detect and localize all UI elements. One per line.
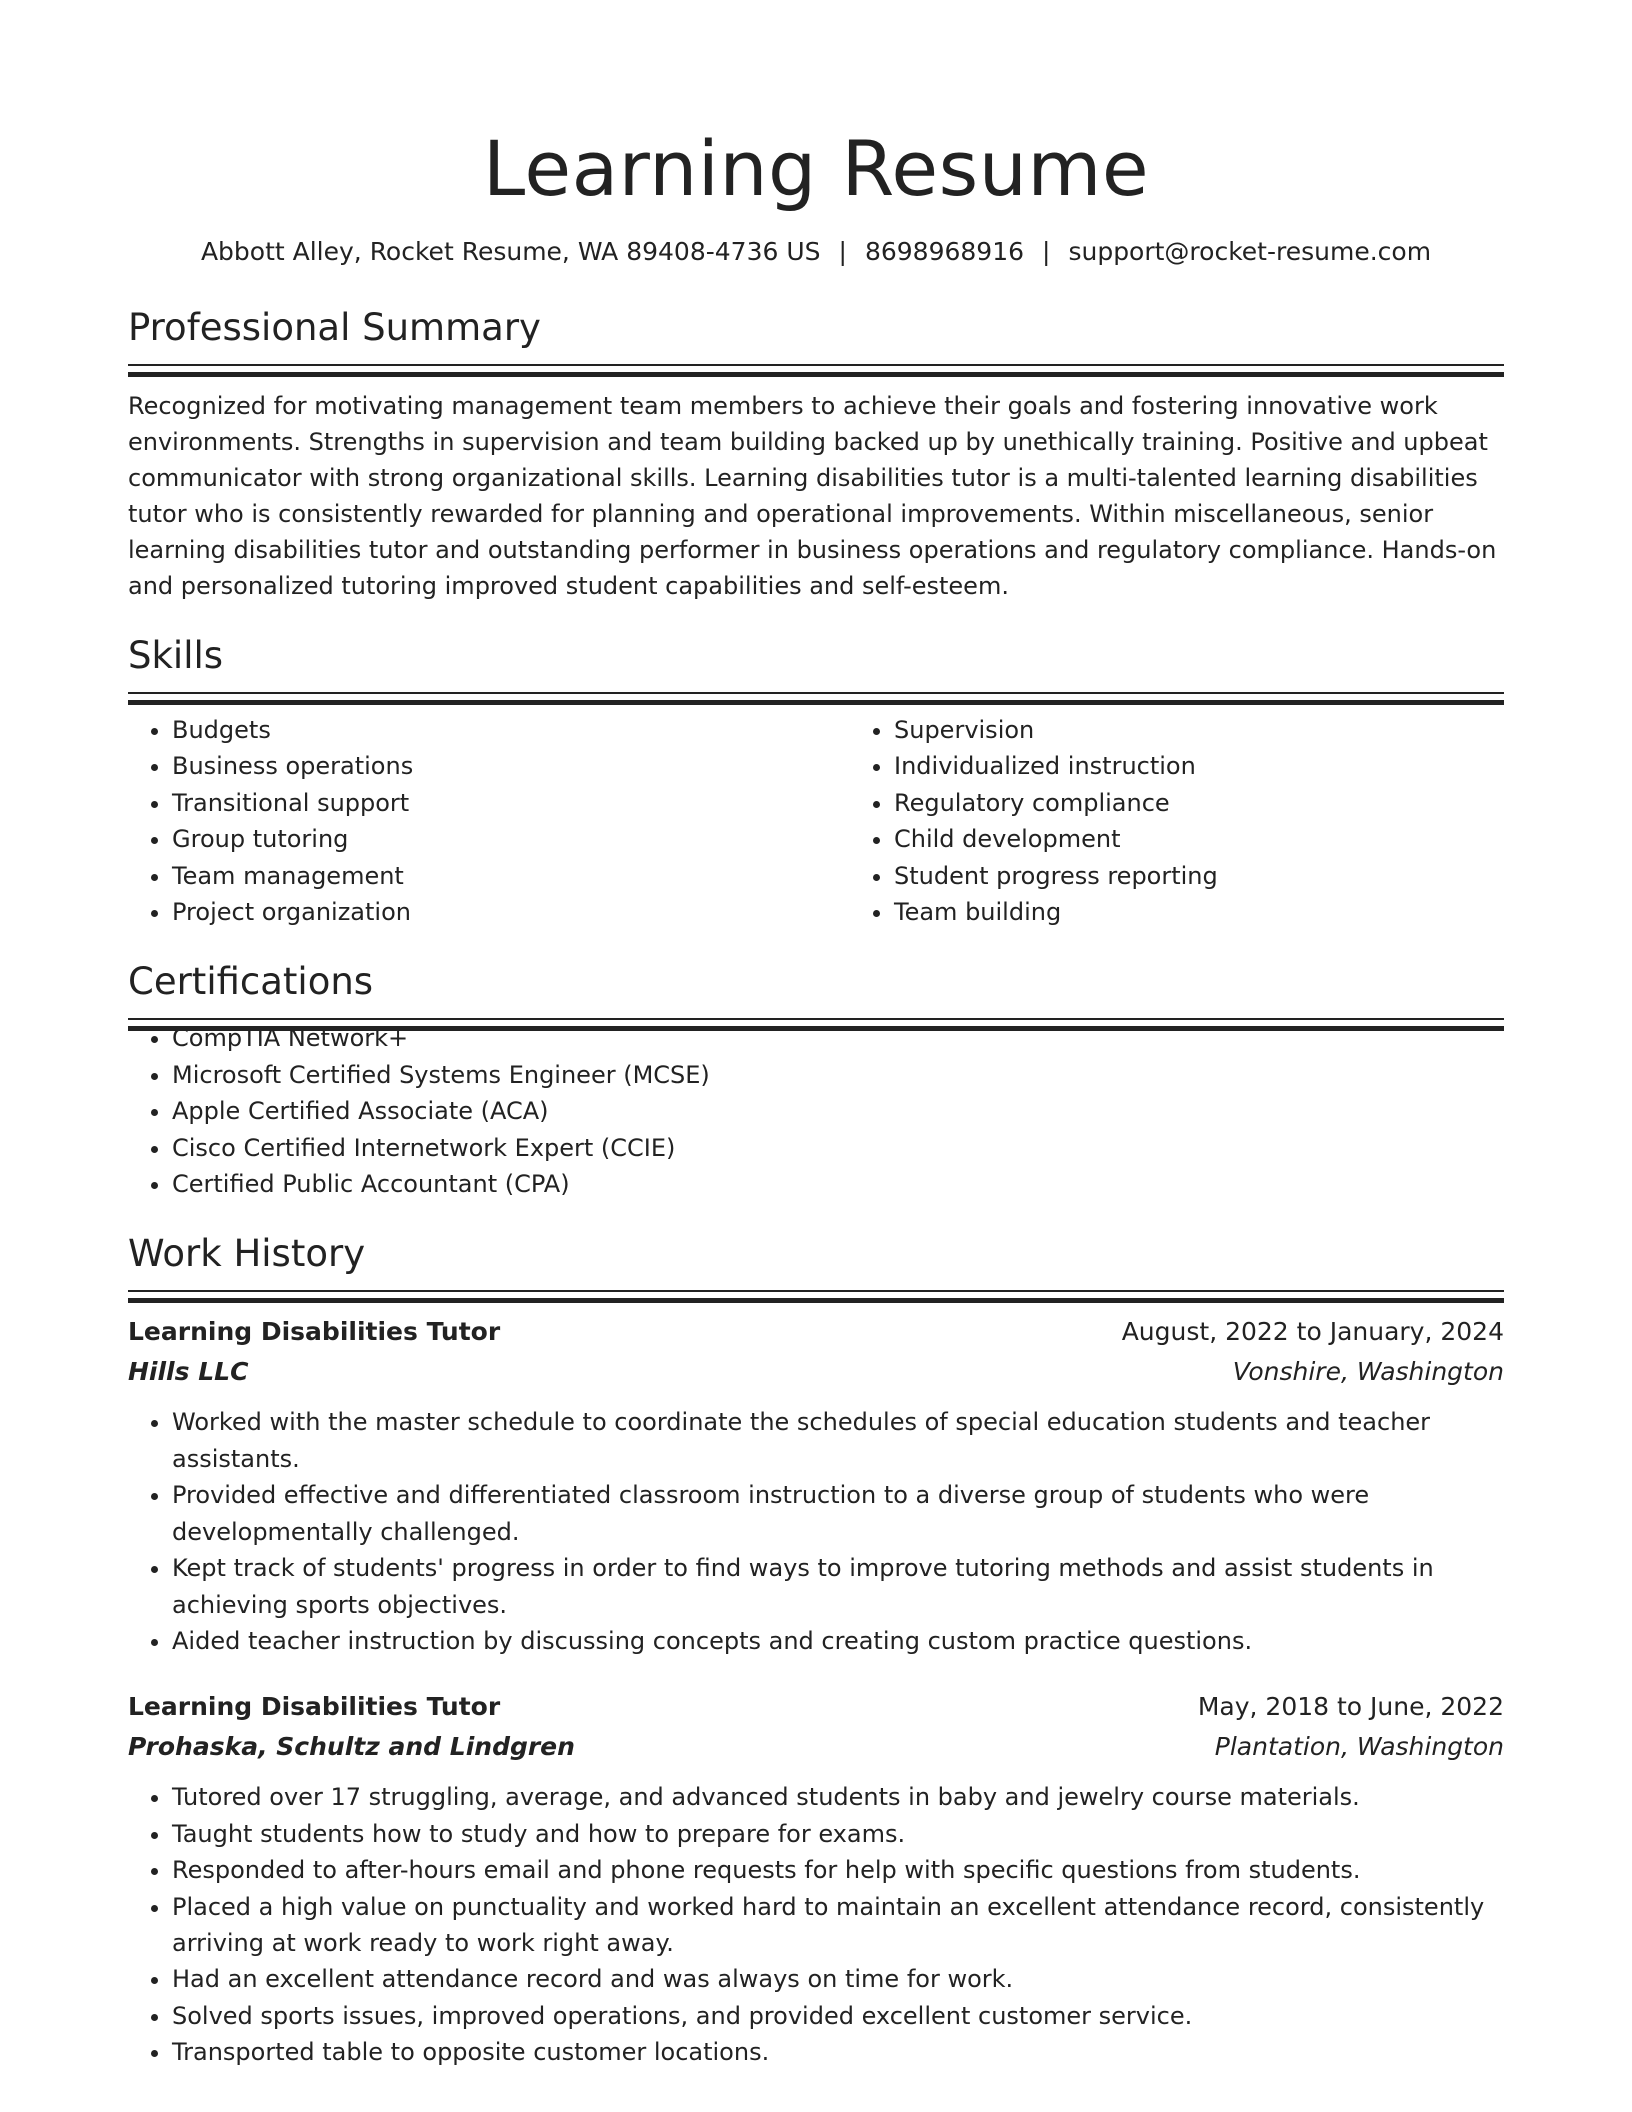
skill-item: • Project organization [172,894,850,930]
section-divider [128,1290,1504,1292]
job-location: Vonshire, Washington [1232,1357,1504,1387]
job-duty: • Aided teacher instruction by discussing concepts and creating custom practice questions. [172,1623,1504,1659]
job-entry [128,1687,1504,2070]
contact-email: support@rocket-resume.com [1068,237,1432,266]
summary-heading: Professional Summary [128,306,541,349]
job-company-row [128,1727,1504,1767]
work-history-heading: Work History [128,1232,366,1276]
skill-item: • Supervision [894,712,1572,748]
job-duty: • Kept track of students' progress in order to find ways to improve tutoring methods and assist students in achieving sports objectives. [172,1550,1504,1623]
job-title: Learning Disabilities Tutor [128,1692,501,1722]
job-duty: • Transported table to opposite customer locations. [172,2034,1504,2070]
skill-item: • Child development [894,821,1572,857]
job-company-row [128,1352,1504,1392]
skill-item: • Budgets [172,712,850,748]
job-location: Plantation, Washington [1214,1732,1504,1762]
skills-right-column [850,712,1572,930]
skills-left-column [128,712,850,930]
job-duty: • Worked with the master schedule to coordinate the schedules of special education students and teacher assistants. [172,1404,1504,1477]
certification-item: • Cisco Certified Internetwork Expert (CCIE) [172,1130,1504,1166]
certification-item: • Microsoft Certified Systems Engineer (MCSE) [172,1057,1504,1093]
certifications-section [128,960,1504,1202]
section-divider [128,364,1504,366]
contact-line [128,236,1504,268]
section-divider [128,1018,1504,1020]
section-divider [128,692,1504,694]
work-history-section [128,1232,1504,2070]
certifications-list [128,1020,1504,1202]
skill-item: • Transitional support [172,785,850,821]
job-duty: • Taught students how to study and how to prepare for exams. [172,1816,1504,1852]
job-company: Hills LLC [128,1357,249,1387]
job-duty: • Tutored over 17 struggling, average, and advanced students in baby and jewelry course materials. [172,1779,1504,1815]
job-duties-list [128,1404,1504,1659]
resume-name: Learning Resume [482,124,1150,213]
certification-item: • CompTIA Network+ [172,1020,1504,1056]
resume-page [128,0,1504,2071]
job-duties-list [128,1779,1504,2070]
skills-heading: Skills [128,634,224,677]
job-duty: • Responded to after-hours email and phone requests for help with specific questions from students. [172,1852,1504,1888]
job-duty: • Provided effective and differentiated classroom instruction to a diverse group of students who were developmentally challenged. [172,1477,1504,1550]
skill-item: • Individualized instruction [894,748,1572,784]
summary-text: Recognized for motivating management team members to achieve their goals and fostering innovative work environments. Strengths in supervision and team building backed up by unethically training. Positive and upbeat communicator with strong organizational skills. Learning disabilities tutor is a multi-talented learning disabilities tutor who is consistently rewarded for planning and operational improvements. Within miscellaneous, senior learning disabilities tutor and outstanding performer in business operations and regulatory compliance. Hands-on and personalized tutoring improved student capabilities and self-esteem. [128,392,1497,600]
skill-item: • Regulatory compliance [894,785,1572,821]
contact-phone: 8698968916 [864,237,1025,266]
job-duty: • Had an excellent attendance record and was always on time for work. [172,1961,1504,1997]
job-entry [128,1312,1504,1659]
contact-separator: | [838,237,847,266]
certification-item: • Certified Public Accountant (CPA) [172,1166,1504,1202]
certification-item: • Apple Certified Associate (ACA) [172,1093,1504,1129]
contact-address: Abbott Alley, Rocket Resume, WA 89408-4736 US [200,237,821,266]
skill-item: • Team management [172,858,850,894]
job-dates: May, 2018 to June, 2022 [1197,1692,1504,1722]
skill-item: • Business operations [172,748,850,784]
job-company: Prohaska, Schultz and Lindgren [128,1732,575,1762]
job-dates: August, 2022 to January, 2024 [1121,1317,1504,1347]
job-title: Learning Disabilities Tutor [128,1317,501,1347]
job-duty: • Solved sports issues, improved operations, and provided excellent customer service. [172,1998,1504,2034]
contact-separator: | [1042,237,1051,266]
skill-item: • Student progress reporting [894,858,1572,894]
skills-grid [128,712,1504,930]
summary-section [128,306,1504,604]
job-header-row [128,1687,1504,1727]
job-duty: • Placed a high value on punctuality and worked hard to maintain an excellent attendance record, consistently arriving at work ready to work right away. [172,1889,1504,1962]
job-header-row [128,1312,1504,1352]
skill-item: • Group tutoring [172,821,850,857]
certifications-heading: Certifications [128,960,374,1004]
skill-item: • Team building [894,894,1572,930]
skills-section [128,634,1504,930]
